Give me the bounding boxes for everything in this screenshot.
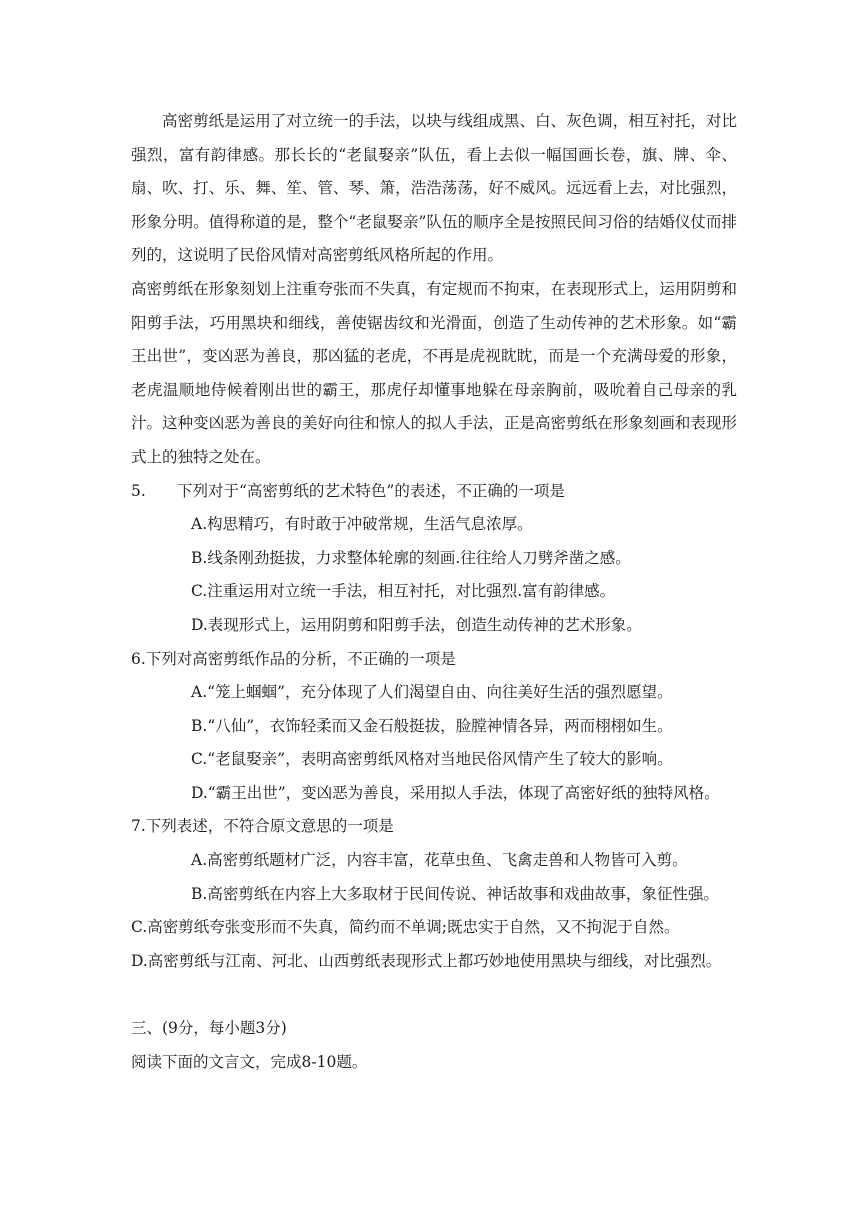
question-6-stem — [131, 643, 737, 677]
question-5-option-c: C.注重运用对立统一手法，相互衬托，对比强烈.富有韵律感。 — [191, 582, 616, 601]
question-7-option-c: C.高密剪纸夸张变形而不失真，简约而不单调;既忠实于自然，又不拘泥于自然。 — [131, 918, 680, 937]
question-5-option-d: D.表现形式上，运用阴剪和阳剪手法，创造生动传神的艺术形象。 — [191, 615, 642, 634]
question-5-option-a: A.构思精巧，有时敢于冲破常规，生活气息浓厚。 — [191, 515, 533, 534]
question-6-option-b: B.“八仙”，衣饰轻柔而又金石般挺拔，脸膛神情各异，两而栩栩如生。 — [191, 716, 673, 735]
question-7-number: 7. — [131, 817, 146, 836]
question-6-number: 6. — [131, 649, 146, 668]
section-spacer — [131, 978, 737, 1012]
question-7-text: 下列表述，不符合原文意思的一项是 — [145, 817, 394, 836]
question-7-option-a: A.高密剪纸题材广泛，内容丰富，花草虫鱼、飞禽走兽和人物皆可入剪。 — [191, 851, 688, 870]
question-5-stem — [131, 475, 737, 509]
question-5-option-b: B.线条刚劲挺拔，力求整体轮廓的刻画.往往给人刀劈斧凿之感。 — [191, 548, 631, 567]
question-6-option-a: A.“笼上蝈蝈”，充分体现了人们渴望自由、向往美好生活的强烈愿望。 — [191, 683, 673, 702]
question-6-option-d: D.“霸王出世”，变凶恶为善良，采用拟人手法，体现了高密好纸的独特风格。 — [191, 783, 720, 802]
document-page — [131, 105, 737, 1080]
question-7-option-b: B.高密剪纸在内容上大多取材于民间传说、神话故事和戏曲故事，象征性强。 — [191, 884, 719, 903]
question-6-text: 下列对高密剪纸作品的分析，不正确的一项是 — [145, 649, 456, 668]
question-5-text: 下列对于“高密剪纸的艺术特色”的表述，不正确的一项是 — [177, 481, 565, 500]
question-6-option-c: C.“老鼠娶亲”，表明高密剪纸风格对当地民俗风情产生了较大的影响。 — [191, 750, 673, 769]
section-3-heading: 三、(9分，每小题3分) — [131, 1019, 287, 1038]
question-7-stem — [131, 810, 737, 844]
passage-paragraph-2: 高密剪纸在形象刻划上注重夸张而不失真，有定规而不拘束，在表现形式上，运用阴剪和阳剪手法，巧用黑块和细线，善使锯齿纹和光滑面，创造了生动传神的艺术形象。如“霸王出世”，变凶恶为善良，那凶猛的老虎，不再是虎视眈眈，而是一个充满母爱的形象，老虎温顺地侍候着刚出世的霸王，那虎仔却懂事地躲在母亲胸前，吸吮着自己母亲的乳汁。这种变凶恶为善良的美好向往和惊人的拟人手法，正是高密剪纸在形象刻画和表现形式上的独特之处在。 — [131, 279, 737, 466]
question-7-option-d: D.高密剪纸与江南、河北、山西剪纸表现形式上都巧妙地使用黑块与细线，对比强烈。 — [131, 951, 722, 970]
section-3-instruction: 阅读下面的文言文，完成8-10题。 — [131, 1053, 368, 1072]
passage-paragraph-1: 高密剪纸是运用了对立统一的手法，以块与线组成黑、白、灰色调，相互衬托，对比强烈，富有韵律感。那长长的“老鼠娶亲”队伍，看上去似一幅国画长卷，旗、牌、伞、扇、吹、打、乐、舞、笙、管、琴、箫，浩浩荡荡，好不威风。远远看上去，对比强烈，形象分明。值得称道的是，整个“老鼠娶亲”队伍的顺序全是按照民间习俗的结婚仪仗而排列的，这说明了民俗风情对高密剪纸风格所起的作用。 — [131, 112, 737, 265]
question-5-number: 5. — [131, 481, 146, 500]
